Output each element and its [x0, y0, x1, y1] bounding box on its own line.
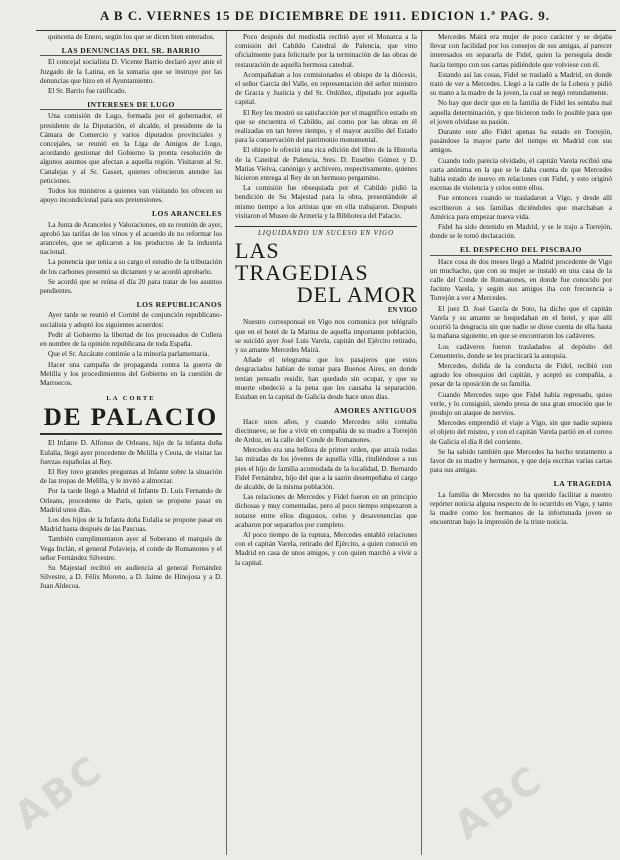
paragraph: Mercedes, dolida de la conducta de Fidel, recibió con agrado los obsequios del capitán, y aceptó su compañía, a pesar de la oposición de su familia. [430, 361, 612, 389]
paragraph: Fue entonces cuando se trasladaron a Vigo, y desde allí escribieron a sus familias diciéndoles que marchaban a América para empezar nueva vida. [430, 194, 612, 221]
paragraph: Estando así las cosas, Fidel se trasladó a Madrid, en donde trató de ver a Mercedes. Llegó a la calle de la Lobera y pidió su mano a la madre de la joven, la cual se negó rotundamente. [430, 70, 612, 98]
paragraph: La comisión fue obsequiada por el Cabildo pidió la bendición de Su Majestad para la obra, presentándole al mismo tiempo a los artistas que en ella trabajaron. Después visitaron el Museo de Armería y la Biblioteca del Palacio. [235, 184, 417, 220]
section-kicker-corte: LA CORTE [106, 395, 156, 403]
paragraph: Mercedes emprendió el viaje a Vigo, sin que nadie supiera el objeto del mismo, y con el capitán Varela partió en el correo de Galicia el día 8 del corriente. [430, 419, 612, 446]
paragraph: Por la tarde llegó a Madrid el Infante D. Luis Fernando de Orleans, procedente de París, quien se propone pasar en Madrid unos días. [40, 487, 222, 514]
paragraph: El Rey tuvo grandes preguntas al Infante sobre la situación de las tropas de Melilla, y le invitó a almorzar. [40, 467, 222, 486]
dateline-vigo: EN VIGO [387, 307, 417, 315]
section-heading-amores: AMORES ANTIGUOS [334, 406, 417, 416]
paragraph: El Rey les mostró su satisfacción por el magnífico estado en que se encuentra el Cabildo, así como por las obras en él realizadas en tan breve tiempo, y el mayor auxilio del Estado para la conservación del patrimonio monumental. [235, 108, 417, 145]
paragraph: Su Majestad recibió en audiencia al general Fernández Silvestre, a D. Félix Moreno, a D. Jaime de Hinojosa y a D. Juan Aldecoa. [40, 563, 222, 591]
watermark-abc: ABC [6, 745, 112, 839]
paragraph: El obispo le ofreció una rica edición del libro de la Historia de la Catedral de Palencia, Sres. D. Eusebio Gómez y D. Matías Vielva, canónigo y archivero, respectivamente, quienes hicieron entrega al Rey de un hermoso pergamino. [235, 146, 417, 183]
paragraph: Los dos hijos de la Infanta doña Eulalia se propone pasar en Madrid hasta después de las Pascuas. [40, 515, 222, 534]
paragraph: Mercedes Mairá era mujer de poco carácter y se dejaba llevar con facilidad por los consejos de sus amigas, al parecer interesados en separarla de Fidel, quien la perseguía desde hacía tiempo con sus cartas pidiéndole que volviese con él. [430, 33, 612, 69]
paragraph: El Sr. Barrio fue ratificado. [48, 87, 127, 96]
paragraph: Añade el telegrama que los pasajeros que estos desgraciados habían de tomar para Buenos Aires, en donde tenían pensado residir, han quedado sin ocupar, y que su muerte obedeció a la pena que les causaba la separación. Estaban en la capital de Galicia desde hace unos días. [235, 356, 417, 402]
paragraph: Poco después del mediodía recibió ayer el Monarca a la comisión del Cabildo Catedral de Palencia, que vino oficialmente para felicitarle por la terminación de las obras de restauración de aquella hermosa catedral. [235, 33, 417, 69]
paragraph: Hace unos años, y cuando Mercedes sólo contaba diecinueve, se fue a vivir en compañía de su madre a Torrejón de Ardoz, en la calle del Conde de Romanones. [235, 417, 417, 444]
paragraph: Nuestro corresponsal en Vigo nos comunica por telégrafo que en el hotel de la Marina de aquella importante población, se suicidó ayer José Luis Varela, capitán del Ejército retirado, y su amante Mercedes Mairá. [235, 318, 417, 355]
column-2 [231, 31, 422, 855]
paragraph: Mercedes era una belleza de primer orden, que atraía todas las miradas de los jóvenes de aquella villa, rindiéndose a sus pies el hijo de familia acomodada de la localidad, D. Bernardo Fidel Fernández, hijo del que a la sazón desempeñaba el cargo de alcalde, de la misma población. [235, 446, 417, 491]
paragraph: La Junta de Aranceles y Valoraciones, en su reunión de ayer, aprobó las tarifas de los vinos y el acuerdo de no reformar los aranceles, que se aplicaron a los productos de la industria nacional. [40, 220, 223, 257]
paragraph: La familia de Mercedes no ha querido facilitar a nuestro repórter noticia alguna respecto de lo ocurrido en Vigo, y tanto la madre como los hermanos de la infortunada joven se encuentran bajo la impresión de la triste noticia. [430, 490, 612, 527]
section-heading-aranceles: LOS ARANCELES [151, 209, 222, 219]
paragraph: El juez D. José García de Soto, ha dicho que el capitán Varela y su amante se hospedaban en el hotel, y que allí ocurrió la desgracia sin que nadie se diese cuenta de ella hasta la mañana siguiente, en que se encontraron los cadáveres. [430, 304, 612, 341]
page-masthead: A B C. VIERNES 15 DE DICIEMBRE DE 1911. EDICION 1.ª PAG. 9. [100, 8, 550, 23]
section-heading-tragedia: LA TRAGEDIA [553, 479, 612, 489]
paragraph: Se acordó que se reúna el día 20 para tratar de los asuntos pendientes. [40, 277, 222, 296]
paragraph: Que el Sr. Azcárate continúe a la minoría parlamentaria. [48, 350, 210, 359]
column-1 [36, 31, 227, 855]
paragraph: Al poco tiempo de la ruptura, Mercedes entabló relaciones con el capitán Varela, retirado del Ejército, a quien conoció en Madrid en casa de unos amigos, y con quien marchó a vivir a la capital. [235, 530, 417, 567]
headline-de-palacio: DE PALACIO [40, 405, 222, 435]
paragraph: Las relaciones de Mercedes y Fidel fueron en un principio dichosas y muy comentadas, pero al poco tiempo empezaron a notarse entre ellos disgustos, celos y desavenencias que acabaron por separarlos por completo. [235, 493, 417, 529]
paragraph: La ponencia que tenía a su cargo el estudio de la tributación de los carbones presentó su dictamen y se acordó aprobarlo. [40, 258, 222, 276]
section-kicker-vigo: LIQUIDANDO UN SUCESO EN VIGO [235, 226, 417, 238]
paragraph: Todos los ministros a quienes van visitando les ofrecen su apoyo incondicional para sus pretensiones. [40, 187, 222, 205]
paragraph: Ayer tarde se reunió el Comité de conjunción republicano-socialista y adoptó los siguientes acuerdos: [40, 311, 222, 329]
section-heading-lugo: INTERESES DE LUGO [40, 100, 222, 110]
paragraph: Los cadáveres fueron trasladados al depósito del Cementerio, donde se les practicará la autopsia. [430, 342, 612, 360]
paragraph: Cuando Mercedes supo que Fidel había regresado, quiso verle, y lo consiguió, siendo presa de una gran emoción que le produjo un ataque de nervios. [430, 390, 612, 417]
intro-paragraph: quincena de Enero, según los que se dicen bien enterados. [48, 33, 215, 41]
paragraph: Hace cosa de dos meses llegó a Madrid procedente de Vigo un muchacho, que con su mujer se instaló en una casa de la calle del Conde de Romanones, en donde fue conocido por Jacinto Varela, y según sus amigos iba con frecuencia a Torrejón a ver a Mercedes. [430, 257, 612, 303]
article-columns [36, 30, 616, 855]
watermark-abc: ABC [446, 755, 552, 849]
section-heading-denuncias: LAS DENUNCIAS DEL SR. BARRIO [40, 46, 222, 56]
paragraph: Hacer una campaña de propaganda contra la guerra de Melilla y los procedimientos del Gobierno en la cuestión de Marruecos. [40, 360, 222, 387]
paragraph: Se ha sabido también que Mercedes ha hecho testamento a favor de su madre y hermanos, y que deja escritas varias cartas para sus amigas. [430, 447, 612, 475]
paragraph: Pedir al Gobierno la libertad de los procesados de Cullera en nombre de la opinión republicana de toda España. [40, 330, 222, 349]
paragraph: No hay que decir que en la familia de Fidel les sentaba mal aquella determinación, y que hicieron todo lo posible para que el joven olvidase su pasión. [430, 99, 612, 126]
headline-del-amor: DEL AMOR [296, 282, 417, 308]
paragraph: El Infante D. Alfonso de Orleans, hijo de la infanta doña Eulalia, llegó ayer procedente de Melilla y Ceuta, de visitar las fuerzas españolas al Rey. [40, 439, 222, 466]
paragraph: Una comisión de Lugo, formada por el gobernador, el presidente de la Diputación, el alcalde, el presidente de la Cámara de Comercio y varios diputados provinciales y concejales, se reunió en la Liga de Amigos de Lugo, acordando gestionar del Gobierno la pronta resolución de algunos asuntos que afectan a aquella región. Visitaron al Sr. Canalejas y al Sr. Gasset, quienes ofrecieron atender las peticiones. [40, 112, 222, 185]
paragraph: Cuando todo parecía olvidado, el capitán Varela recibió una carta anónima en la que se le daba cuenta de que Mercedes había estado de nuevo en relaciones con Fidel, y esto originó escenas de violencia y celos entre ellos. [430, 156, 612, 193]
column-3 [426, 31, 616, 855]
section-heading-despecho: EL DESPECHO DEL PISCBAJO [430, 245, 612, 255]
headline-las-tragedias: LAS TRAGEDIAS [235, 238, 369, 286]
paragraph: Durante este año Fidel apenas ha estado en Torrejón, pasándose la mayor parte del tiempo en Madrid con sus amigos. [430, 128, 612, 155]
paragraph: Acompañaban a los comisionados el obispo de la diócesis, el señor García del Valle, en representación del señor ministro de Gracia y Justicia y del Sr. Ordóñez, diputado por aquella capital. [235, 70, 417, 107]
paragraph: Fidel ha sido detenido en Madrid, y se le trajo a Torrejón, donde se le tomó declaración. [430, 223, 612, 241]
paragraph: El concejal socialista D. Vicente Barrio declaró ayer ante el Juzgado de la Latina, en la sumaria que se instruye por las denuncias que hizo en el Ayuntamiento. [40, 58, 222, 85]
section-heading-republicanos: LOS REPUBLICANOS [136, 300, 222, 310]
paragraph: También cumplimentaron ayer al Soberano el marqués de Vega Inclán, el general Polavieja, el conde de Romanones y el señor Fernández Silvestre. [40, 535, 222, 562]
